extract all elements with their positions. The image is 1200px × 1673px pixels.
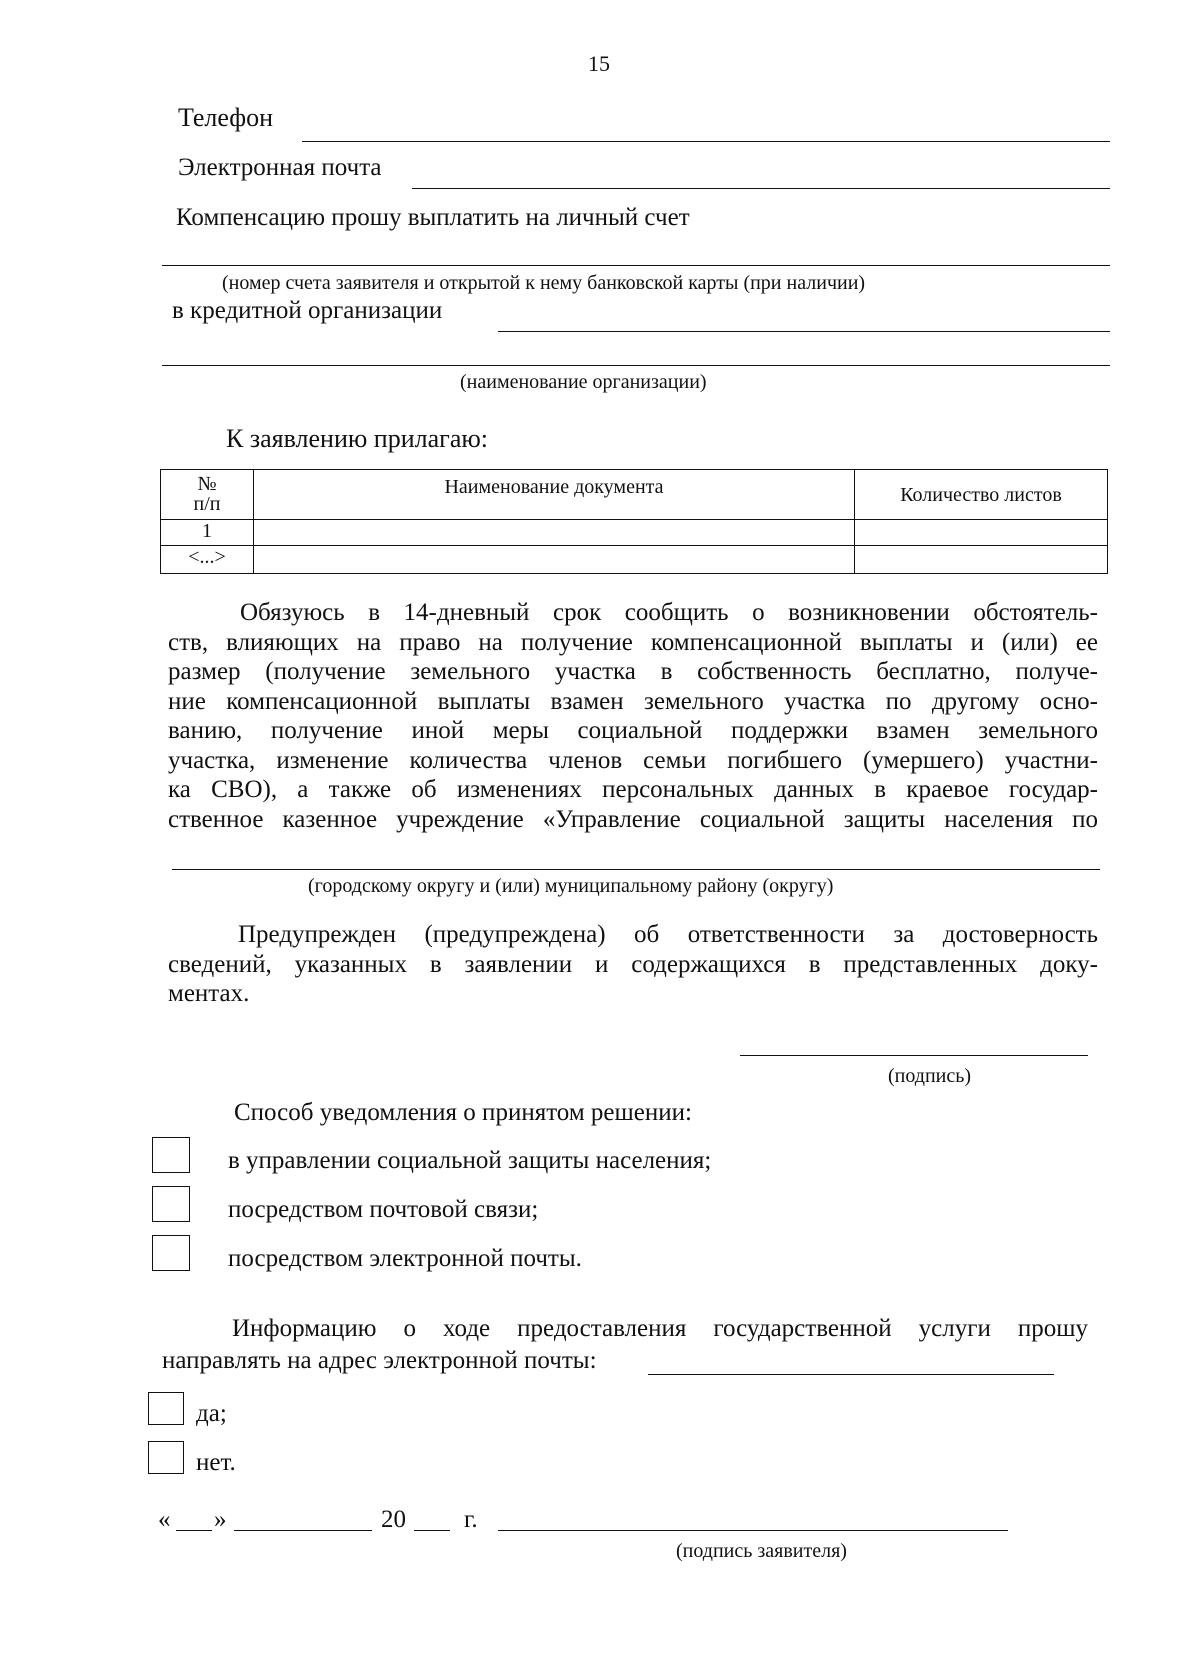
row-number: <...> [188, 546, 226, 568]
phone-field[interactable] [302, 141, 1110, 142]
warning-line: ментах. [168, 980, 250, 1007]
notify-post-checkbox[interactable] [152, 1186, 190, 1222]
notification-title: Способ уведомления о принятом решении: [234, 1099, 692, 1126]
email-field[interactable] [412, 188, 1110, 189]
email-label: Электронная почта [178, 154, 382, 181]
progress-info-paragraph [162, 1314, 1088, 1344]
page-number: 15 [588, 51, 610, 76]
table-header-row [161, 470, 1108, 520]
date-month-field[interactable] [234, 1530, 372, 1531]
notify-office-label: в управлении социальной защиты населения; [228, 1147, 712, 1174]
obligation-line: размер (получение земельного участка в собственность бесплатно, получе- [168, 658, 1098, 685]
progress-yes-checkbox[interactable] [148, 1392, 184, 1425]
row-number-cell [161, 546, 254, 574]
table-row [161, 520, 1108, 546]
row-document-name-cell[interactable] [254, 520, 855, 546]
header-sheet-count-label: Количество листов [900, 484, 1062, 506]
header-number [161, 470, 254, 520]
row-sheet-count-cell[interactable] [855, 520, 1108, 546]
date-year-field[interactable] [414, 1530, 450, 1531]
payment-text: Компенсацию прошу выплатить на личный счет [176, 204, 690, 231]
table-row [161, 546, 1108, 574]
obligation-line: ка СВО), а также об изменениях персональных данных в краевое государ- [168, 776, 1098, 803]
date-year-prefix: 20 [381, 1506, 406, 1533]
header-document-name-label: Наименование документа [444, 476, 664, 498]
obligation-line: ств, влияющих на право на получение компенсационной выплаты и (или) ее [168, 628, 1098, 656]
applicant-signature-field[interactable] [498, 1530, 1008, 1531]
warning-paragraph [168, 920, 1098, 1009]
progress-no-checkbox[interactable] [148, 1441, 184, 1474]
progress-yes-label: да; [196, 1400, 227, 1427]
date-year-suffix: г. [464, 1506, 478, 1533]
bank-name-field[interactable] [498, 331, 1110, 332]
obligation-paragraph [168, 598, 1098, 834]
attachments-table [160, 469, 1108, 574]
notify-email-checkbox[interactable] [152, 1235, 190, 1271]
progress-info-line2: направлять на адрес электронной почты: [162, 1347, 597, 1374]
obligation-line: ственное казенное учреждение «Управление социальной защиты населения по [168, 805, 1098, 833]
warning-line: сведений, указанных в заявлении и содержащихся в представленных доку- [168, 950, 1098, 978]
district-hint: (городскому округу и (или) муниципальному району (округу) [308, 875, 834, 897]
notify-email-label: посредством электронной почты. [228, 1245, 582, 1272]
notify-post-label: посредством почтовой связи; [228, 1196, 539, 1223]
row-number: 1 [202, 520, 212, 542]
header-document-name [254, 470, 855, 520]
signature-hint: (подпись) [888, 1065, 972, 1087]
row-sheet-count-cell[interactable] [855, 546, 1108, 574]
bank-name-field-continued[interactable] [162, 365, 1110, 366]
obligation-line: ванию, получение иной меры социальной поддержки взамен земельного [168, 717, 1098, 744]
warning-line: Предупрежден (предупреждена) об ответственности за достоверность [238, 921, 1098, 948]
date-close-quote: » [214, 1506, 227, 1533]
header-sheet-count [855, 470, 1108, 520]
progress-email-field[interactable] [648, 1374, 1054, 1375]
progress-no-label: нет. [196, 1449, 236, 1476]
signature-field[interactable] [740, 1055, 1088, 1056]
organization-hint: (наименование организации) [460, 371, 707, 393]
account-number-field[interactable] [162, 265, 1110, 266]
obligation-line: ние компенсационной выплаты взамен земельного участка по другому осно- [168, 687, 1098, 715]
progress-info-line1: Информацию о ходе предоставления государственной услуги прошу [232, 1315, 1088, 1342]
account-hint: (номер счета заявителя и открытой к нему банковской карты (при наличии) [222, 272, 866, 294]
notify-office-checkbox[interactable] [152, 1137, 190, 1173]
bank-label: в кредитной организации [172, 297, 443, 324]
applicant-signature-hint: (подпись заявителя) [676, 1540, 847, 1562]
phone-label: Телефон [178, 103, 274, 132]
obligation-line: участка, изменение количества членов семьи погибшего (умершего) участни- [168, 746, 1098, 774]
attachments-intro: К заявлению прилагаю: [226, 424, 489, 453]
date-open-quote: « [158, 1506, 171, 1533]
header-number-label: № п/п [193, 473, 221, 515]
row-document-name-cell[interactable] [254, 546, 855, 574]
date-day-field[interactable] [176, 1530, 212, 1531]
obligation-line: Обязуюсь в 14-дневный срок сообщить о возникновении обстоятель- [240, 599, 1098, 626]
row-number-cell [161, 520, 254, 546]
district-field[interactable] [172, 869, 1100, 870]
